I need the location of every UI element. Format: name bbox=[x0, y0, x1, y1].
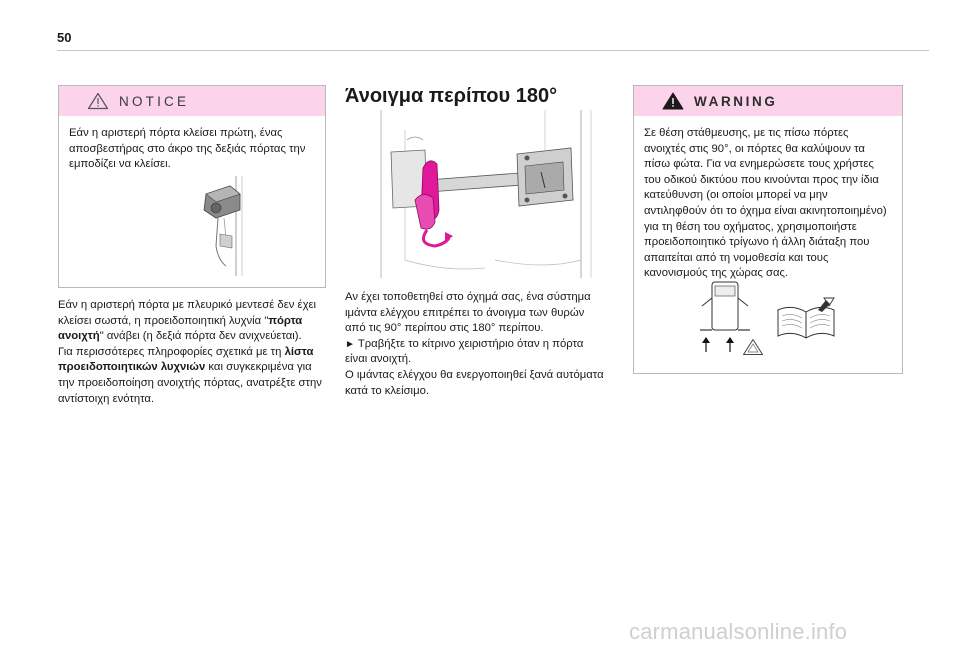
door-open-light-term: πόρτα ανοιχτή bbox=[58, 314, 303, 343]
notice-header bbox=[59, 86, 325, 116]
left-paragraph-2 bbox=[58, 345, 330, 407]
check-strap-illustration bbox=[345, 110, 600, 278]
manual-book-icon bbox=[774, 296, 838, 342]
page-number: 50 bbox=[57, 30, 72, 45]
left-p1-text-b: " ανάβει (η δεξιά πόρτα δεν ανιχνεύεται). bbox=[99, 330, 302, 343]
middle-paragraph-1: Αν έχει τοποθετηθεί στο όχημά σας, ένα σύστημα ιμάντα ελέγχου επιτρέπει το άνοιγμα των θυρών από τις 90° περίπου στις 180° περίπου. bbox=[345, 291, 591, 335]
warning-header bbox=[634, 86, 902, 116]
middle-p2-text: Τραβήξτε το κίτρινο χειριστήριο όταν η πόρτα είναι ανοιχτή. bbox=[345, 337, 584, 366]
middle-column-text bbox=[345, 290, 605, 399]
left-p1-text-a: Εάν η αριστερή πόρτα με πλευρικό μεντεσέ δεν έχει κλείσει σωστά, η προειδοποιητική λυχνία " bbox=[58, 299, 317, 327]
warning-triangle-outline-icon bbox=[87, 92, 109, 110]
middle-paragraph-2 bbox=[345, 337, 605, 368]
section-title: Άνοιγμα περίπου 180° bbox=[345, 85, 558, 107]
warning-label: WARNING bbox=[694, 93, 778, 109]
left-paragraph-1 bbox=[58, 298, 330, 345]
door-damper-illustration bbox=[196, 176, 266, 276]
left-p2-text-b: και συγκεκριμένα για την προειδοποίηση ανοιχτής πόρτας, ανατρέξτε στην αντίστοιχη ενότητα. bbox=[58, 361, 322, 405]
bullet-arrow-icon: ► bbox=[345, 338, 355, 350]
left-p2-text-a: Για περισσότερες πληροφορίες σχετικά με τη bbox=[58, 345, 285, 358]
notice-box bbox=[58, 85, 326, 288]
left-column-text bbox=[58, 298, 330, 407]
warning-box bbox=[633, 85, 903, 374]
header-rule bbox=[57, 50, 929, 51]
hazard-triangle-icon bbox=[742, 338, 764, 356]
notice-label: NOTICE bbox=[119, 93, 190, 109]
warning-text: Σε θέση στάθμευσης, με τις πίσω πόρτες ανοιχτές στις 90°, οι πόρτες θα καλύψουν τα πίσω φώτα. Για να ενημερώσετε τους χρήστες του οδικού δικτύου που κινούνται προς την ίδια κατεύθυνση (οι οποίοι μπορεί να μην αντιληφθούν ότι το όχημα είναι ακινητοποιημένο) για τη θέση του οχήματος, χρησιμοποιήστε προειδοποιητικό τρίγωνο ή άλλη διάταξη που απαιτείται από τη νομοθεσία και τους κανονισμούς της χώρας σας. bbox=[644, 127, 887, 280]
watermark: carmanualsonline.info bbox=[629, 619, 848, 644]
middle-paragraph-3: Ο ιμάντας ελέγχου θα ενεργοποιηθεί ξανά αυτόματα κατά το κλείσιμο. bbox=[345, 368, 604, 397]
warning-triangle-filled-icon bbox=[662, 92, 684, 110]
notice-text: Εάν η αριστερή πόρτα κλείσει πρώτη, ένας αποσβεστήρας στο άκρο της δεξιάς πόρτας την εμποδίζει να κλείσει. bbox=[69, 127, 306, 171]
warning-lights-list-term: λίστα προειδοποιητικών λυχνιών bbox=[58, 345, 314, 374]
